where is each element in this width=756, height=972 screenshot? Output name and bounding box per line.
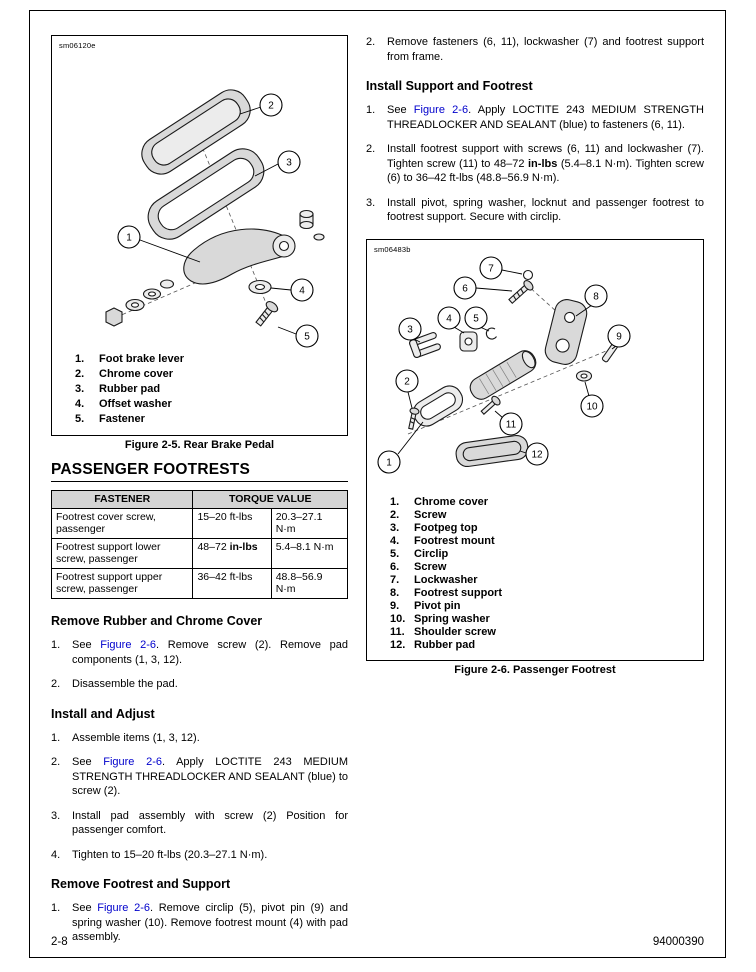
list-item: 1. See Figure 2-6. Remove circlip (5), pivot pin (9) and spring washer (10). Remove footrest mount (4) with pad assembly. [51,902,348,944]
callout-10 [581,382,603,417]
callout-5 [278,325,318,347]
fastener-name: Footrest cover screw, passenger [52,509,193,539]
spring-washer-shape [576,371,591,381]
legend-item: 11. Shoulder screw [390,625,496,638]
torque-metric: 48.8–56.9 N·m [271,569,347,599]
figure-2-6-link[interactable]: Figure 2-6 [97,902,150,915]
svg-text:5: 5 [304,331,310,343]
fastener-name: Footrest support lower screw, passenger [52,539,193,569]
svg-text:1: 1 [385,457,392,469]
rear-brake-pedal-diagram [54,44,345,350]
legend-item: 4. Footrest mount [390,534,495,547]
figure-2-6-link[interactable]: Figure 2-6 [413,104,469,117]
heading-install-support: Install Support and Footrest [366,79,533,94]
brake-lever-shape [184,229,295,284]
page-frame [29,10,726,958]
svg-text:8: 8 [592,291,599,303]
figure-2-6-legend [390,496,703,652]
callout-4 [271,279,313,301]
rubber-pad-shape [454,434,529,468]
torque-metric: 20.3–27.1 N·m [271,509,347,539]
list-item: 1. See Figure 2-6. Remove screw (2). Remove pad components (1, 3, 12). [51,639,348,666]
footrest-mount-shape [460,332,477,351]
svg-text:4: 4 [299,285,305,297]
list-item: 2. Remove fasteners (6, 11), lockwasher (7) and footrest support from frame. [366,36,704,63]
heading-remove-footrest: Remove Footrest and Support [51,877,231,892]
svg-text:7: 7 [487,263,494,275]
footrest-support-shape [542,297,589,367]
page-title: PASSENGER FOOTRESTS [51,461,348,482]
table-header-row [52,491,348,509]
lockwasher-shape [523,270,532,279]
legend-item: 2. Screw [390,508,447,521]
svg-text:12: 12 [530,449,543,461]
svg-text:2: 2 [268,100,274,112]
figure-2-5 [51,35,348,451]
torque-us: 48–72 in-lbs [193,539,271,569]
torque-metric: 5.4–8.1 N·m [271,539,347,569]
svg-text:11: 11 [505,419,516,431]
legend-item: 1. Chrome cover [390,495,488,508]
list-item: 3. Install pivot, spring washer, locknut and passenger footrest to footrest support. Secure with circlip. [366,196,704,224]
list-item: 1. See Figure 2-6. Apply LOCTITE 243 MEDIUM STRENGTH THREADLOCKER AND SEALANT (blue) to fasteners (6, 11). [366,104,704,131]
page-footer [51,936,704,948]
legend-item: 2. Chrome cover [75,368,173,380]
torque-table [51,490,348,599]
document-number: 94000390 [652,936,704,948]
page-number: 2-8 [51,936,68,948]
figure-2-6-box [366,239,704,661]
callout-2 [396,370,418,408]
svg-text:6: 6 [461,283,468,295]
fastener-name: Footrest support upper screw, passenger [52,569,193,599]
callout-6 [454,277,512,299]
columns [51,35,704,955]
upper-screw-shape [506,279,534,306]
legend-item: 10. Spring washer [390,612,490,625]
left-column [51,35,348,955]
figure-caption: Figure 2-5. Rear Brake Pedal [124,439,275,451]
heading-remove-rubber: Remove Rubber and Chrome Cover [51,614,263,628]
fastener-shape [253,300,279,328]
svg-text:10: 10 [585,401,598,413]
figure-2-5-legend [75,352,347,427]
legend-item: 3. Footpeg top [390,521,478,534]
callout-1 [378,422,423,473]
svg-text:3: 3 [286,157,292,169]
legend-item: 3. Rubber pad [75,383,161,395]
heading-install-adjust: Install and Adjust [51,706,155,721]
list-item: 2. Install footrest support with screws (6, 11) and lockwasher (7). Tighten screw (11) to 48–72 in-lbs (5.4–8.1 N·m). Tighten screw (6) to 36–42 ft-lbs (48.8–56.9 N·m). [366,143,704,185]
figure-code: sm06120e [59,41,96,50]
figure-code: sm06483b [374,244,411,254]
table-row [52,569,348,599]
nut-washers-shape [106,280,174,326]
legend-item: 9. Pivot pin [390,599,461,612]
circlip-shape [486,328,496,339]
right-column [366,35,704,955]
legend-item: 5. Circlip [390,547,449,560]
figure-2-6-link[interactable]: Figure 2-6 [100,639,157,651]
col-header-fastener: FASTENER [52,491,193,509]
svg-text:9: 9 [615,331,622,343]
legend-item: 6. Screw [390,560,447,573]
figure-2-6 [366,239,704,676]
callout-11 [495,411,522,435]
svg-text:3: 3 [406,324,413,336]
legend-item: 1. Foot brake lever [75,353,184,365]
legend-item: 5. Fastener [75,413,145,425]
torque-us: 36–42 ft-lbs [193,569,271,599]
table-row [52,539,348,569]
bushing-shape [300,211,324,241]
svg-text:4: 4 [445,313,452,325]
list-item: 3. Install pad assembly with screw (2) Position for passenger comfort. [51,809,348,837]
list-item: 1. Assemble items (1, 3, 12). [51,731,200,744]
chrome-cover-shape [409,381,467,430]
list-item: 2. See Figure 2-6. Apply LOCTITE 243 MEDIUM STRENGTH THREADLOCKER AND SEALANT (blue) to screw (2). [51,756,348,798]
callout-5 [465,307,489,331]
col-header-torque-value: TORQUE VALUE [193,491,348,509]
svg-text:5: 5 [472,313,479,325]
figure-2-5-box [51,35,348,436]
offset-washer-shape [249,281,271,294]
torque-us: 15–20 ft-lbs [193,509,271,539]
svg-text:1: 1 [126,232,132,244]
footpeg-shape [466,347,539,403]
callout-4 [438,307,464,333]
table-row [52,509,348,539]
list-item: 4. Tighten to 15–20 ft-lbs (20.3–27.1 N·m). [51,848,268,861]
figure-2-6-link[interactable]: Figure 2-6 [103,756,162,769]
list-item: 2. Disassemble the pad. [51,678,178,691]
legend-item: 12. Rubber pad [390,638,476,651]
callout-7 [480,257,522,279]
svg-text:2: 2 [403,376,410,388]
legend-item: 8. Footrest support [390,586,502,599]
legend-item: 7. Lockwasher [390,573,478,586]
passenger-footrest-diagram [368,248,703,494]
figure-caption: Figure 2-6. Passenger Footrest [454,663,616,676]
legend-item: 4. Offset washer [75,398,172,410]
